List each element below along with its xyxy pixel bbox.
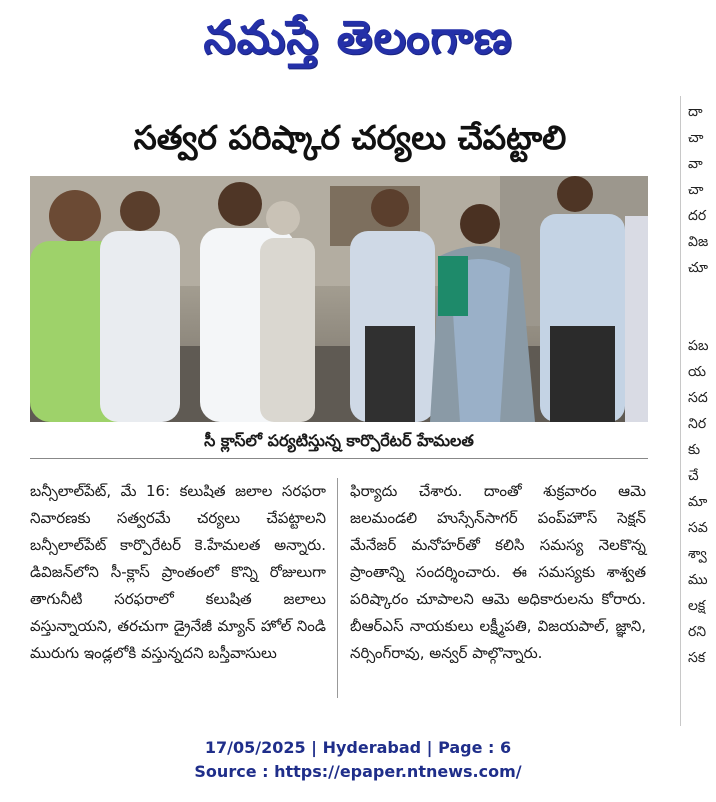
side-strip-line: సవ (688, 520, 708, 536)
side-strip-line: లక్ష (688, 598, 706, 614)
adjacent-article-strip (676, 96, 716, 726)
side-strip-line: చా (688, 182, 704, 198)
photo-illustration (30, 176, 648, 422)
side-strip-rule (680, 96, 681, 726)
article-headline: సత్వర పరిష్కార చర్యలు చేపట్టాలి (133, 118, 567, 157)
article-body-left-column (30, 478, 326, 667)
side-strip-line: ము (688, 572, 708, 588)
photo-caption: సీ క్లాస్‌లో పర్యటిస్తున్న కార్పొరేటర్ హేమలత (30, 424, 648, 459)
edition-info: 17/05/2025 | Hyderabad | Page : 6 (204, 738, 512, 757)
side-strip-line: చూ (688, 260, 708, 276)
side-strip-line: య (688, 364, 707, 380)
article-photo (30, 176, 648, 422)
article-body-right-column (350, 478, 646, 667)
masthead (0, 0, 716, 82)
article-paragraph-left: బన్సీలాల్‌పేట్, మే 16: కలుషిత జలాల సరఫరా నివారణకు సత్వరమే చర్యలు చేపట్టాలని బన్సీలాల్‌పేట్ కార్పొరేటర్ కె.హేమలత అన్నారు. డివిజన్‌లోని సీ-క్లాస్ ప్రాంతంలో కొన్ని రోజులుగా తాగునీటి సరఫరాలో కలుషిత జలాలు వస్తున్నాయని, తరచుగా డ్రైనేజీ మ్యాన్ హోల్ నిండి మురుగు ఇండ్లలోకి వస్తున్నదని బస్తీవాసులు (30, 482, 326, 662)
side-strip-line: మా (688, 494, 708, 510)
side-strip-line: కు (688, 442, 701, 458)
article-paragraph-right: ఫిర్యాదు చేశారు. దాంతో శుక్రవారం ఆమె జలమండలి హుస్సేన్‌సాగర్ పంప్‌హౌస్ సెక్షన్ మేనేజర్ మనోహర్‌తో కలిసి సమస్య నెలకొన్న ప్రాంతాన్ని సందర్శించారు. ఈ సమస్యకు శాశ్వత పరిష్కారం చూపాలని ఆమె అధికారులను కోరారు. బీఆర్‌ఎస్ నాయకులు లక్ష్మీపతి, విజయపాల్, జ్ఞాని, నర్సింగ్‌రావు, అన్వర్ పాల్గొన్నారు. (350, 482, 646, 662)
source-link[interactable]: Source : https://epaper.ntnews.com/ (194, 762, 522, 781)
side-strip-line: దర (688, 208, 707, 224)
side-strip-line: నిర (688, 416, 707, 432)
side-strip-line: రని (688, 624, 707, 640)
person-8 (625, 216, 648, 422)
newspaper-logo-title: నమస్తే తెలంగాణ (203, 10, 513, 64)
column-divider (337, 478, 338, 698)
side-strip-line: సక (688, 650, 706, 666)
side-strip-line: పబ (688, 338, 709, 354)
side-strip-line: శ్వా (688, 546, 707, 562)
side-strip-line: చా (688, 130, 704, 146)
side-strip-line: దా (688, 104, 703, 120)
footer (0, 736, 716, 784)
side-strip-line: సద (688, 390, 708, 406)
side-strip-line: విజ (688, 234, 709, 250)
side-strip-line: వా (688, 156, 703, 172)
side-strip-line: చే (688, 468, 699, 484)
